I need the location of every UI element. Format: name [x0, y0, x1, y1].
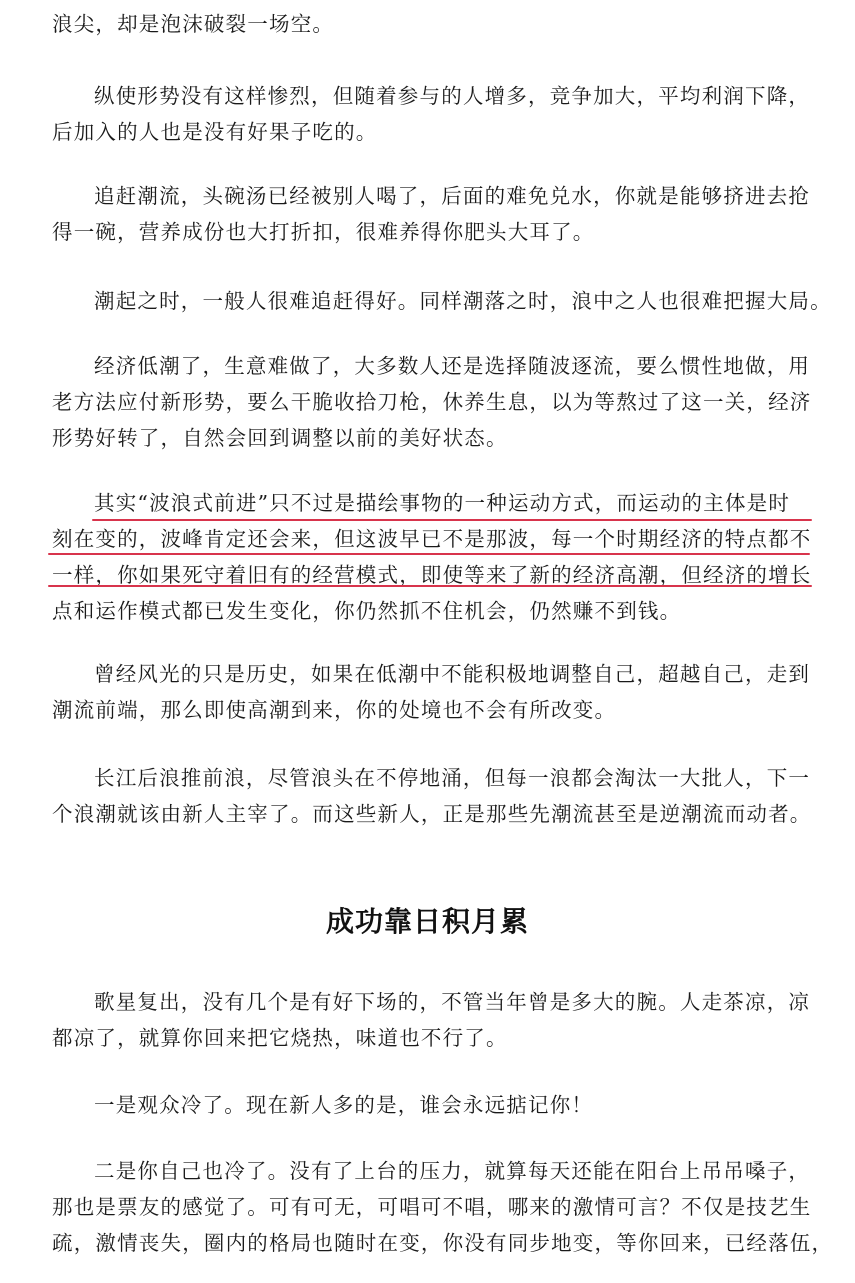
- text-line: 二是你自己也冷了。没有了上台的压力，就算每天还能在阳台上吊吊嗓子，: [94, 1159, 811, 1183]
- red-underline-mark: [92, 519, 812, 521]
- text-line: 那也是票友的感觉了。可有可无，可唱可不唱，哪来的激情可言？不仅是技艺生: [52, 1195, 812, 1219]
- paragraph: [52, 1153, 834, 1261]
- text-line: 点和运作模式都已发生变化，你仍然抓不住机会，仍然赚不到钱。: [52, 599, 682, 623]
- text-line: 追赶潮流，头碗汤已经被别人喝了，后面的难免兑水，你就是能够挤进去抢: [94, 184, 811, 208]
- text-line: 都凉了，就算你回来把它烧热，味道也不行了。: [52, 1026, 508, 1050]
- text-line: 纵使形势没有这样惨烈，但随着参与的人增多，竞争加大，平均利润下降，: [94, 84, 811, 108]
- paragraph: [52, 1087, 804, 1123]
- paragraph: [52, 348, 812, 456]
- text-line: 一样，你如果死守着旧有的经营模式，即使等来了新的经济高潮，但经济的增长: [52, 563, 812, 587]
- red-underline-mark: [48, 553, 810, 555]
- text-line: 歌星复出，没有几个是有好下场的，不管当年曾是多大的腕。人走茶凉，凉: [94, 990, 811, 1014]
- text-line: 形势好转了，自然会回到调整以前的美好状态。: [52, 426, 508, 450]
- section-heading: 成功靠日积月累: [325, 905, 529, 938]
- text-line: 刻在变的，波峰肯定还会来，但这波早已不是那波，每一个时期经济的特点都不: [52, 527, 812, 551]
- paragraph: [52, 6, 804, 42]
- red-underline-mark: [48, 585, 812, 587]
- text-line: 后加入的人也是没有好果子吃的。: [52, 120, 378, 144]
- text-line: 个浪潮就该由新人主宰了。而这些新人，正是那些先潮流甚至是逆潮流而动者。: [52, 802, 812, 826]
- text-line: 得一碗，营养成份也大打折扣，很难养得你肥头大耳了。: [52, 220, 595, 244]
- text-line: 曾经风光的只是历史，如果在低潮中不能积极地调整自己，超越自己，走到: [94, 662, 811, 686]
- paragraph: [52, 78, 811, 150]
- text-line: 其实“波浪式前进”只不过是描绘事物的一种运动方式，而运动的主体是时: [94, 491, 791, 515]
- paragraph: [52, 283, 832, 319]
- paragraph-highlighted: [52, 485, 812, 629]
- text-line: 浪尖，却是泡沫破裂一场空。: [52, 12, 335, 36]
- text-line: 长江后浪推前浪，尽管浪头在不停地涌，但每一浪都会淘汰一大批人，下一: [94, 766, 811, 790]
- text-line: 老方法应付新形势，要么干脆收拾刀枪，休养生息，以为等熬过了这一关，经济: [52, 390, 812, 414]
- text-line: 一是观众冷了。现在新人多的是，谁会永远掂记你！: [94, 1093, 594, 1117]
- paragraph: [52, 984, 811, 1056]
- paragraph: [52, 656, 811, 728]
- text-line: 疏，激情丧失，圈内的格局也随时在变，你没有同步地变，等你回来，已经落伍，: [52, 1231, 834, 1255]
- text-line: 经济低潮了，生意难做了，大多数人还是选择随波逐流，要么惯性地做，用: [94, 354, 811, 378]
- text-line: 潮起之时，一般人很难追赶得好。同样潮落之时，浪中之人也很难把握大局。: [94, 289, 832, 313]
- paragraph: [52, 760, 812, 832]
- paragraph: [52, 178, 811, 250]
- text-line: 潮流前端，那么即使高潮到来，你的处境也不会有所改变。: [52, 698, 617, 722]
